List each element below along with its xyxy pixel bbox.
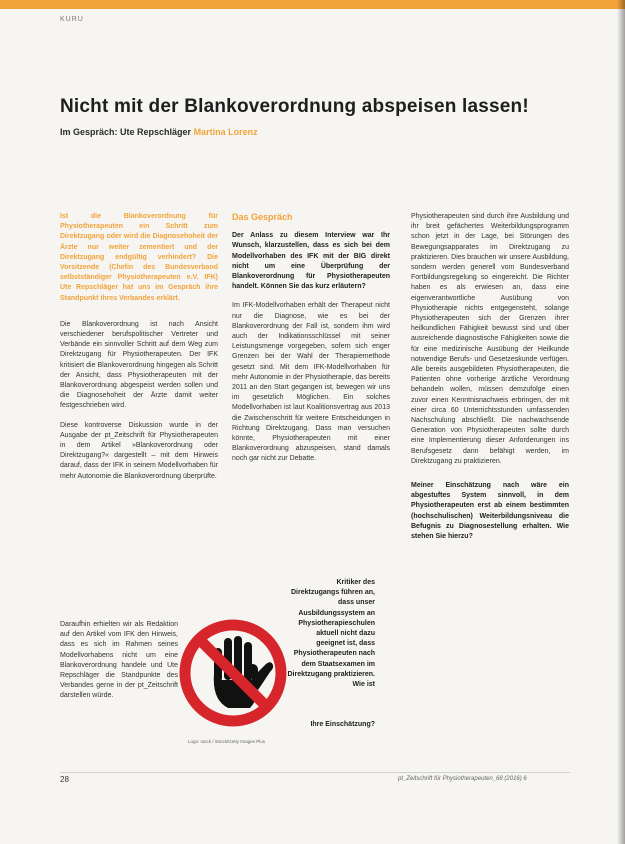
section-label: KURU <box>60 16 84 23</box>
author-name: Martina Lorenz <box>193 127 258 137</box>
column-right <box>411 212 569 551</box>
interview-answer: Physiotherapeuten sind durch ihre Ausbildung und ihr breit gefächertes Weiterbildungsprogramm schon jetzt in der Lage, bei Störungen des Bewegungsapparates im Direktzugang zu praktizieren. Dies brauchen wir unsere Ausbildung, sondern werden generell vom Bundesverband Fortbildungsregelung so eingereicht. Die Richter haben es als erwiesen an, dass eine eigenverantwortliche Ausübung von Physiotherapie nichts entgegensteht, solange Physiotherapeuten sich der Grenzen ihrer heilkundlichen Fähigkeit bewusst sind und über ausreichende diagnostische Fähigkeiten sowie die für eine medizinische Ausübung der Heilkunde notwendige Berufs- und Gesetzeskunde verfügen. Alle bereits ausgebildeten Physiotherapeuten, die Patienten ohne vorherige ärztliche Verordnung behandeln wollen, müssen demzufolge einen zuvor einen Kenntnisnachweis erbringen, der mit einer circa 60 Unterrichtsstunden umfassenden Nachschulung abschließt. Die nachwachsende Generation von Physiotherapeuten sollte durch eine Implementierung dieser Anforderungen ins Berufsgesetz dann befähigt werden, im Direktzugang zu praktizieren. <box>411 213 569 465</box>
interview-answer: Im IFK-Modellvorhaben erhält der Therapeut nicht nur die Diagnose, wie es bei der Blankoverordnung der Fall ist, sondern ihm wird auch der Indikationsschlüssel mit seiner Leistungsmenge vorgegeben, sofern sich enger Grenzen bei der Wahl der Therapiemethode gesetzt sind. Mit dem IFK-Modellvorhaben für mehr Autonomie in der Physiotherapie, das bereits 2011 an den Start gegangen ist, bewegen wir uns im gesetzlich Möglichen. Ein solches Modellvorhaben ist laut Koalitionsvertrag aus 2013 die Zwischenschritt für weitere Entscheidungen in Richtung Direktzugang. Dass man versuchen könnte, Physiotherapeuten mit einer Blankoverordnung abzuspeisen, stand damals noch gar nicht zur Debatte. <box>232 302 390 463</box>
page-title: Nicht mit der Blankoverordnung abspeisen lassen! <box>60 96 529 117</box>
body-paragraph: Die Blankoverordnung ist nach Ansicht verschiedener berufspolitischer Vertreter und Verbände ein sinnvoller Schritt auf dem Weg zum Direktzugang für Physiotherapeuten. Der IFK kritisiert die Blankoverordnung hingegen als Schritt der Ansicht, dass Physiotherapeuten mit der Blankoverordnung abgespeist werden sollen und die Diagnosehoheit der Ärzte damit weiter festgeschrieben wird. <box>60 320 218 410</box>
stop-hand-icon <box>178 614 288 732</box>
interview-question: Der Anlass zu diesem Interview war Ihr Wunsch, klarzustellen, dass es sich bei dem Modellvorhaben des IFK mit der BIG direkt nicht um eine Überprüfung der Blankoverordnung für Physiotherapeuten handelt. Können Sie das kurz erläutern? <box>232 232 390 291</box>
footer-divider <box>60 772 570 773</box>
body-paragraph: Diese kontroverse Diskussion wurde in der Ausgabe der pt_Zeitschrift für Physiotherapeuten in dem Artikel »Blankoverordnung oder Direktzugang?« dargestellt – mit dem Hinweis darauf, dass der IFK in seinem Modellvorhaben für mehr Autonomie die Blankoverordnung überprüfte. <box>60 421 218 480</box>
interview-question: Meiner Einschätzung nach wäre ein abgestuftes System sinnvoll, in dem Physiotherapeuten erst ab einem bestimmten (hochschulischen) Weiterbildungsniveau die Befugnis zu Diagnosestellung erhalten. Wie stehen Sie hierzu? <box>411 482 569 541</box>
interview-question-tail: Ihre Einschätzung? <box>310 721 375 728</box>
page-number: 28 <box>60 775 69 784</box>
image-credit: Logo: stock / iStock/Getty Images Plus <box>188 739 266 744</box>
subtitle <box>60 127 258 137</box>
column-left <box>60 212 218 491</box>
top-accent-bar <box>0 0 625 9</box>
column-left-continued: Daraufhin erhielten wir als Redaktion auf den Artikel vom IFK den Hinweis, dass es sich im Rahmen seines Modellvorhabens nicht um eine Blankoverordnung handele und Ute Repschläger die Standpunkte des Verbandes gerne in der pt_Zeitschrift darstellen würde. <box>60 621 178 700</box>
section-heading: Das Gespräch <box>232 212 293 222</box>
interview-question-float: Kritiker des Direktzugangs führen an, dass unser Ausbildungssystem an Physiotherapieschulen aktuell nicht dazu geeignet ist, dass Physiotherapeuten nach dem Staatsexamen im Direktzugang praktizieren. Wie ist <box>287 579 375 689</box>
magazine-footer: pt_Zeitschrift für Physiotherapeuten_68 (2016) 6 <box>398 776 527 782</box>
page-edge-shadow <box>617 0 625 844</box>
interview-line: Im Gespräch: Ute Repschläger <box>60 127 192 137</box>
intro-teaser: Ist die Blankoverordnung für Physiotherapeuten ein Schritt zum Direktzugang oder wird die Diagnosehoheit der Ärzte nur weiter zementiert und der Direktzugang endgültig verhindert? Die Vorsitzende (Chefin des Bundesverband selbstständiger Physiotherapeuten e.V. IFK) Ute Repschläger hat uns im Gespräch ihre Standpunkt ihres Verbandes erklärt. <box>60 213 218 302</box>
column-middle <box>232 212 390 474</box>
